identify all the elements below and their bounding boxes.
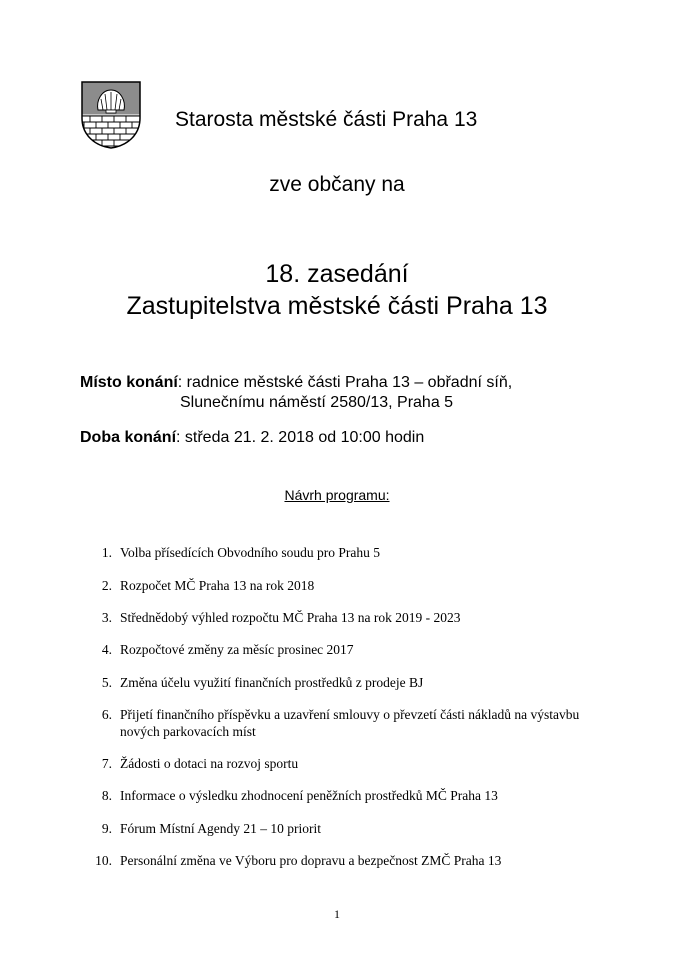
agenda-item-number: 5. bbox=[101, 675, 112, 690]
agenda-item-text: Informace o výsledku zhodnocení peněžních prostředků MČ Praha 13 bbox=[120, 788, 498, 803]
place-label: Místo konání bbox=[80, 374, 178, 391]
agenda-item-text: Střednědobý výhled rozpočtu MČ Praha 13 na rok 2019 - 2023 bbox=[120, 610, 461, 625]
agenda-item-number: 10. bbox=[95, 853, 112, 868]
time-label: Doba konání bbox=[80, 429, 177, 446]
agenda-item-text: Rozpočet MČ Praha 13 na rok 2018 bbox=[120, 578, 315, 593]
meeting-title bbox=[0, 258, 674, 322]
agenda-item-text: Personální změna ve Výboru pro dopravu a bezpečnost ZMČ Praha 13 bbox=[120, 853, 502, 868]
agenda-item-number: 2. bbox=[101, 578, 112, 593]
agenda-item-number: 7. bbox=[101, 756, 112, 771]
page-number: 1 bbox=[334, 907, 340, 921]
agenda-item-number: 9. bbox=[101, 821, 112, 836]
header-title: Starosta městské části Praha 13 bbox=[175, 108, 478, 131]
invitation-line: zve občany na bbox=[269, 173, 405, 196]
agenda-item-text: Fórum Místní Agendy 21 – 10 priorit bbox=[120, 821, 322, 836]
agenda-item-number: 3. bbox=[101, 610, 112, 625]
place-line2: Slunečnímu náměstí 2580/13, Praha 5 bbox=[180, 394, 454, 411]
agenda-item-text: Změna účelu využití finančních prostředků z prodeje BJ bbox=[120, 675, 424, 690]
program-heading: Návrh programu: bbox=[284, 487, 390, 503]
time-info bbox=[80, 428, 424, 448]
meeting-title-line1: 18. zasedání bbox=[265, 260, 409, 288]
agenda-item-text: Volba přísedících Obvodního soudu pro Prahu 5 bbox=[120, 545, 380, 560]
place-info bbox=[80, 373, 512, 393]
agenda-item-text: Žádosti o dotaci na rozvoj sportu bbox=[120, 756, 299, 771]
place-line1: : radnice městské části Praha 13 – obřadní síň, bbox=[177, 374, 513, 391]
prague-13-coat-of-arms-icon bbox=[80, 80, 142, 150]
meeting-title-line2: Zastupitelstva městské části Praha 13 bbox=[126, 292, 548, 320]
agenda-item-number: 6. bbox=[101, 707, 112, 722]
agenda-item-number: 1. bbox=[101, 545, 112, 560]
agenda-item-number: 8. bbox=[101, 788, 112, 803]
agenda-item-text: Rozpočtové změny za měsíc prosinec 2017 bbox=[120, 642, 354, 657]
agenda-item-number: 4. bbox=[101, 642, 112, 657]
time-value: : středa 21. 2. 2018 od 10:00 hodin bbox=[176, 429, 425, 446]
agenda-item-text: Přijetí finančního příspěvku a uzavření smlouvy o převzetí části nákladů na výstavbu nových parkovacích míst bbox=[120, 707, 580, 739]
